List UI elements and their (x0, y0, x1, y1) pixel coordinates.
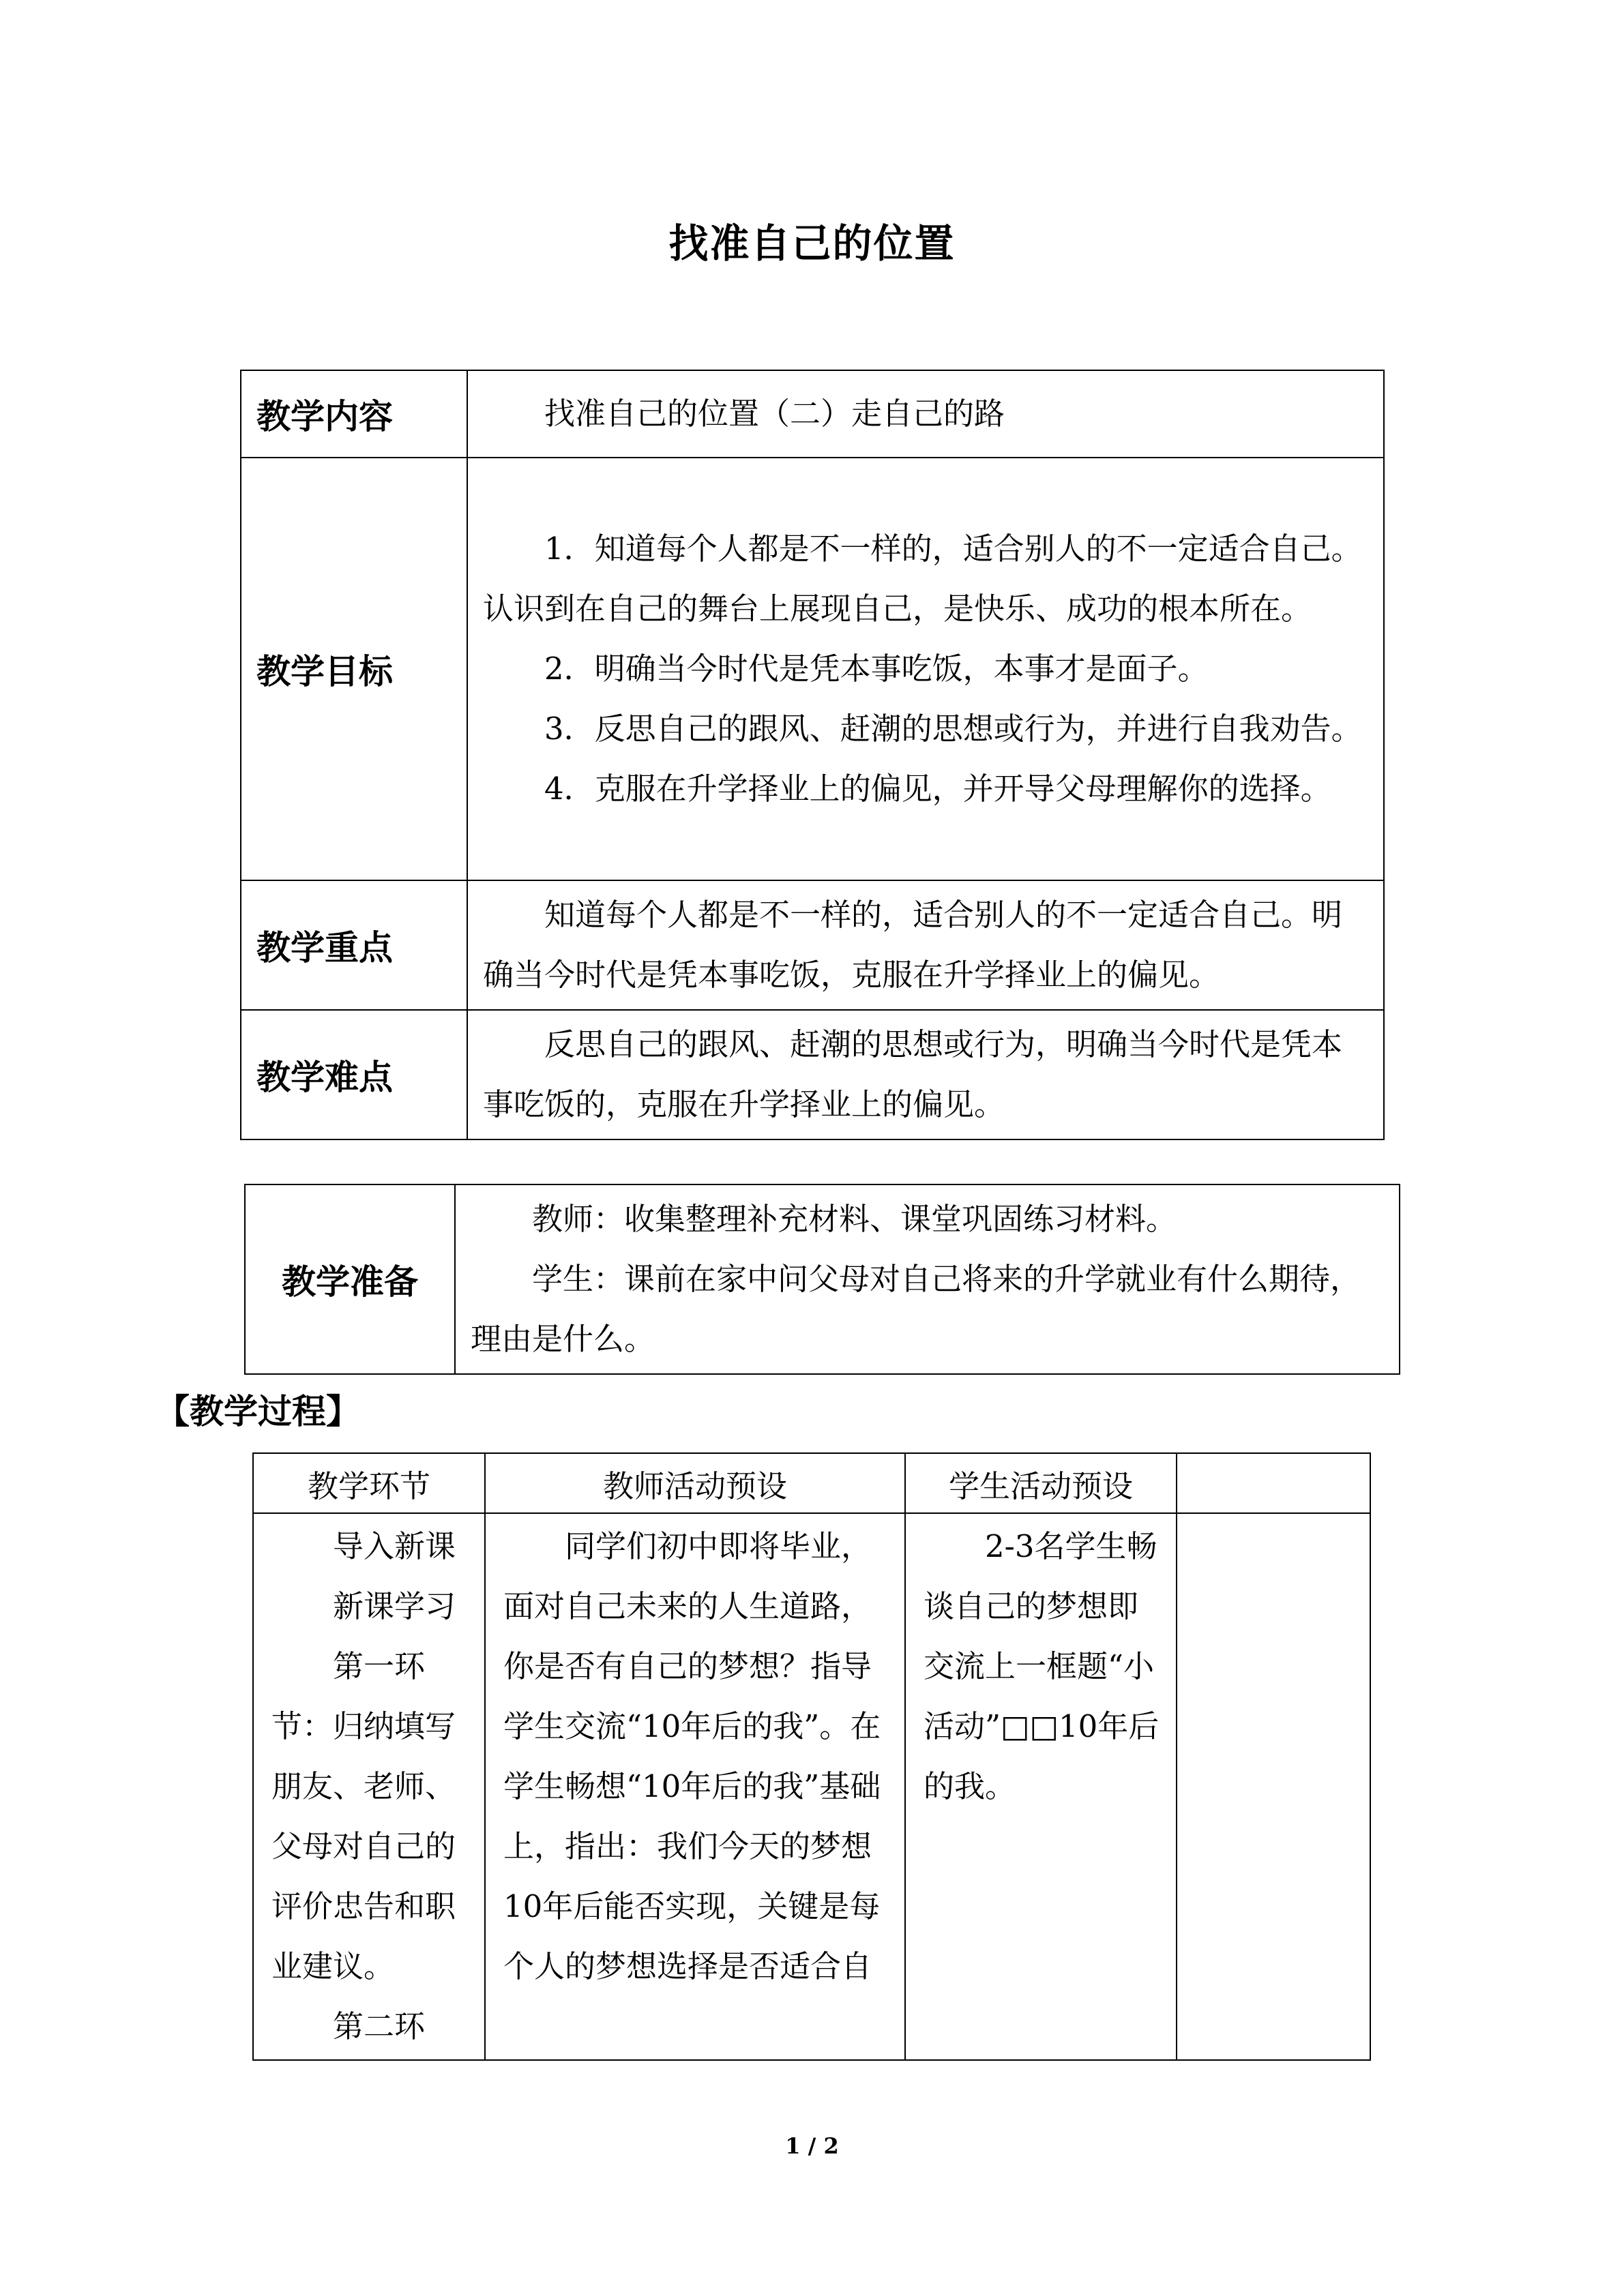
page-number: 1 / 2 (785, 2133, 839, 2159)
key-points-label: 教学重点 (241, 880, 467, 1010)
teacher-activity-cell (485, 1513, 905, 2060)
goals-text-cell (467, 458, 1384, 880)
content-row (241, 370, 1384, 458)
stage-cell (253, 1513, 485, 2060)
goals-label: 教学目标 (241, 458, 467, 880)
stage-line: 导入新课 (333, 1528, 456, 1564)
student-activity-cell (905, 1513, 1177, 2060)
key-points-text-cell (467, 880, 1384, 1010)
stage-line: 新课学习 (333, 1588, 456, 1624)
difficulties-label: 教学难点 (241, 1010, 467, 1139)
teacher-activity-text: 同学们初中即将毕业，面对自己未来的人生道路，你是否有自己的梦想？指导学生交流“10年后的我”。在学生畅想“10年后的我”基础上，指出：我们今天的梦想10年后能否实现，关键是每个人的梦想选择是否适合自 (503, 1528, 881, 1984)
difficulties-row (241, 1010, 1384, 1139)
preparation-table (244, 1184, 1400, 1375)
remarks-cell (1177, 1513, 1370, 2060)
goal-item: 2．明确当今时代是凭本事吃饭，本事才是面子。 (544, 651, 1209, 687)
teaching-process-heading: 【教学过程】 (156, 1391, 360, 1431)
process-body-row (253, 1513, 1370, 2060)
student-activity-text: 2-3名学生畅谈自己的梦想即交流上一框题“小活动”□□10年后的我。 (924, 1528, 1160, 1804)
goal-item: 4．克服在升学择业上的偏见，并开导父母理解你的选择。 (544, 771, 1331, 807)
preparation-label: 教学准备 (245, 1184, 455, 1374)
preparation-row (245, 1184, 1400, 1374)
student-preparation: 学生：课前在家中问父母对自己将来的升学就业有什么期待，理由是什么。 (471, 1261, 1361, 1357)
difficulties-text-cell (467, 1010, 1384, 1139)
stage-line: 第二环 (333, 2008, 426, 2044)
difficulties-text: 反思自己的跟风、赶潮的思想或行为，明确当今时代是凭本事吃饭的，克服在升学择业上的偏见。 (483, 1026, 1343, 1122)
key-points-text: 知道每个人都是不一样的，适合别人的不一定适合自己。明确当今时代是凭本事吃饭，克服在升学择业上的偏见。 (483, 897, 1343, 993)
preparation-text-cell (455, 1184, 1400, 1374)
goal-item: 1．知道每个人都是不一样的，适合别人的不一定适合自己。认识到在自己的舞台上展现自己，是快乐、成功的根本所在。 (483, 531, 1362, 627)
goal-item: 3．反思自己的跟风、赶潮的思想或行为，并进行自我劝告。 (544, 711, 1362, 747)
header-student-activity: 学生活动预设 (905, 1453, 1177, 1513)
goals-row (241, 458, 1384, 880)
lesson-info-table (240, 370, 1385, 1140)
header-stage: 教学环节 (253, 1453, 485, 1513)
content-text: 找准自己的位置（二）走自己的路 (544, 396, 1005, 432)
content-text-cell (467, 370, 1384, 458)
teacher-preparation: 教师：收集整理补充材料、课堂巩固练习材料。 (532, 1201, 1177, 1237)
document-title: 找准自己的位置 (668, 220, 956, 267)
header-remarks (1177, 1453, 1370, 1513)
teaching-process-table (252, 1452, 1371, 2061)
header-teacher-activity: 教师活动预设 (485, 1453, 905, 1513)
stage-line: 第一环节：归纳填写朋友、老师、父母对自己的评价忠告和职业建议。 (271, 1648, 456, 1984)
content-label: 教学内容 (241, 370, 467, 458)
key-points-row (241, 880, 1384, 1010)
process-header-row (253, 1453, 1370, 1513)
